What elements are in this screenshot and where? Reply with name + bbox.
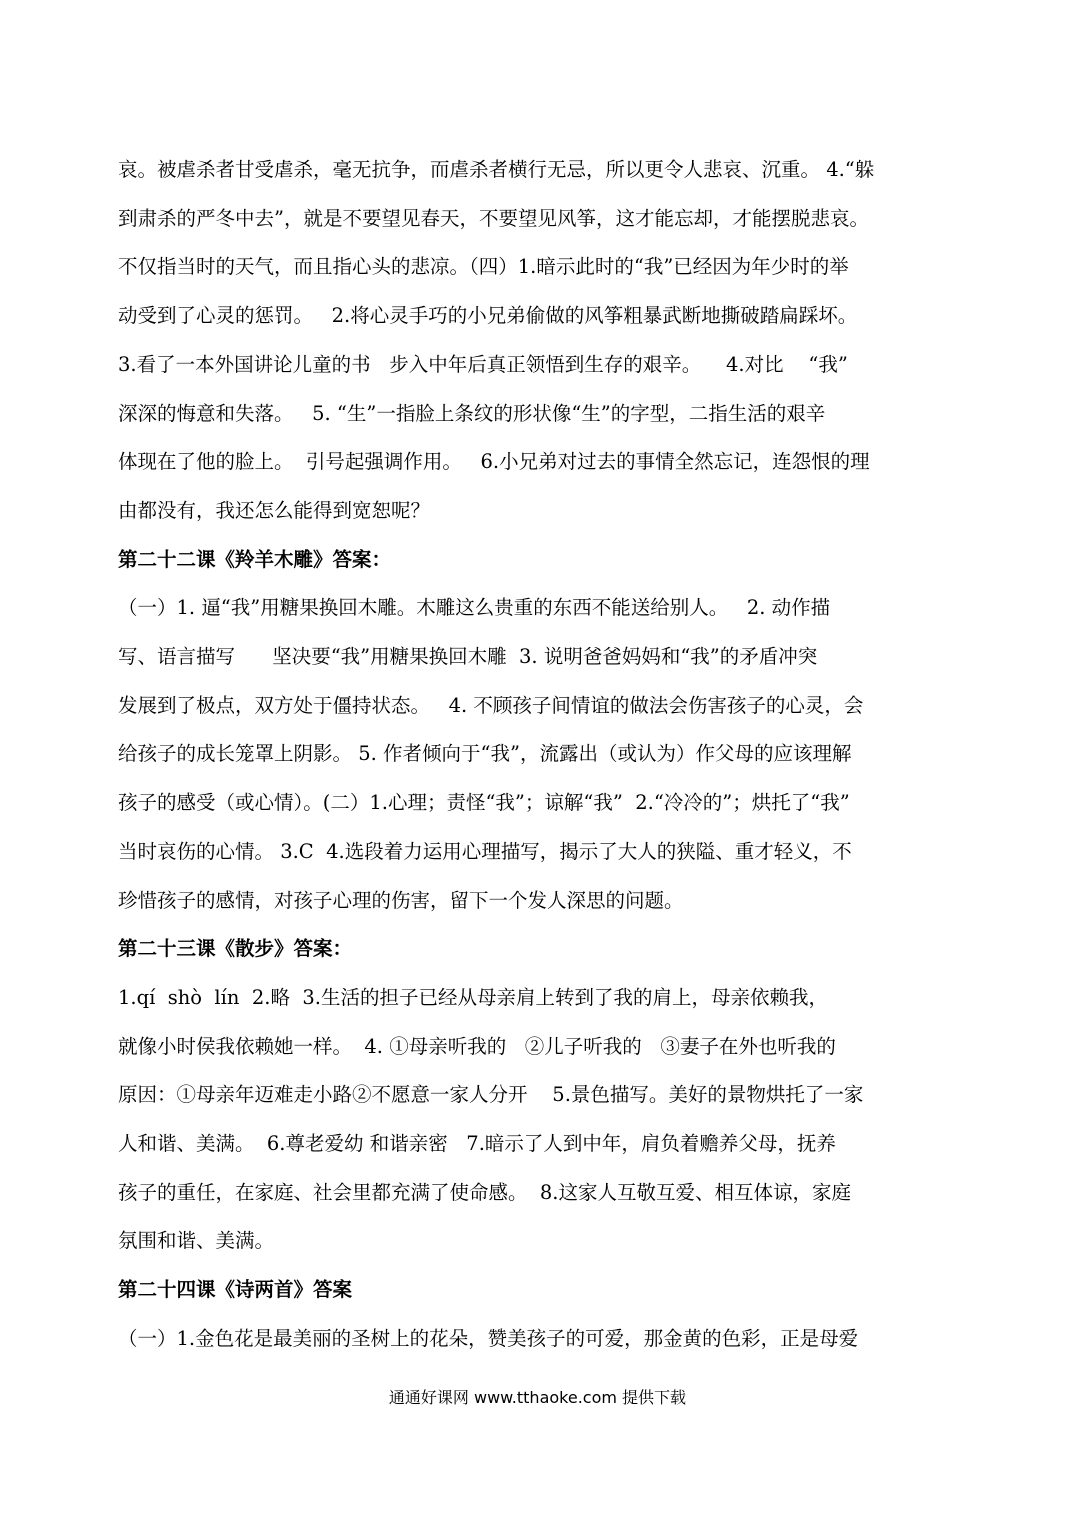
text-line: 珍惜孩子的感情，对孩子心理的伤害，留下一个发人深思的问题。 — [118, 888, 684, 912]
section-heading: 第二十二课《羚羊木雕》答案： — [118, 547, 392, 571]
text-line: 当时哀伤的心情。 3.C 4.选段着力运用心理描写，揭示了大人的狭隘、重才轻义，不 — [118, 839, 852, 863]
text-line: （一）1. 逼“我”用糖果换回木雕。木雕这么贵重的东西不能送给别人。 2. 动作描 — [118, 596, 831, 620]
text-line: 体现在了他的脸上。 引号起强调作用。 6.小兄弟对过去的事情全然忘记，连怨恨的理 — [118, 450, 870, 474]
text-line: （一）1.金色花是最美丽的圣树上的花朵，赞美孩子的可爱，那金黄的色彩，正是母爱 — [118, 1326, 859, 1350]
text-line: 氛围和谐、美满。 — [118, 1229, 275, 1253]
page-footer: 通通好课网 www.tthaoke.com 提供下载 — [388, 1388, 687, 1407]
text-line: 孩子的重任，在家庭、社会里都充满了使命感。 8.这家人互敬互爱、相互体谅，家庭 — [118, 1180, 852, 1204]
text-line: 发展到了极点，双方处于僵持状态。 4. 不顾孩子间情谊的做法会伤害孩子的心灵，会 — [118, 693, 864, 717]
text-line: 深深的悔意和失落。 5. “生”一指脸上条纹的形状像“生”的字型，二指生活的艰辛 — [118, 401, 826, 425]
text-line: 由都没有，我还怎么能得到宽恕呢？ — [118, 498, 431, 522]
text-line: 写、语言描写 坚决要“我”用糖果换回木雕 3. 说明爸爸妈妈和“我”的矛盾冲突 — [118, 645, 818, 668]
text-line: 人和谐、美满。 6.尊老爱幼 和谐亲密 7.暗示了人到中年，肩负着赡养父母，抚养 — [118, 1132, 836, 1155]
text-line: 孩子的感受（或心情）。(二）1.心理；责怪“我”；谅解“我” 2.“冷冷的”；烘托了“我” — [118, 791, 850, 815]
text-line: 不仅指当时的天气，而且指心头的悲凉。（四）1.暗示此时的“我”已经因为年少时的举 — [118, 255, 849, 279]
text-line: 1.qí shò lín 2.略 3.生活的担子已经从母亲肩上转到了我的肩上，母亲依赖我， — [118, 985, 828, 1009]
section-heading: 第二十三课《散步》答案： — [118, 937, 353, 961]
text-line: 就像小时侯我依赖她一样。 4. ①母亲听我的 ②儿子听我的 ③妻子在外也听我的 — [118, 1034, 836, 1058]
text-line: 给孩子的成长笼罩上阴影。 5. 作者倾向于“我”，流露出（或认为）作父母的应该理解 — [118, 742, 852, 766]
text-line: 到肃杀的严冬中去”，就是不要望见春天，不要望见风筝，这才能忘却，才能摆脱悲哀。 — [118, 206, 869, 230]
text-line: 原因：①母亲年迈难走小路②不愿意一家人分开 5.景色描写。美好的景物烘托了一家 — [118, 1083, 864, 1107]
text-line: 哀。被虐杀者甘受虐杀，毫无抗争，而虐杀者横行无忌，所以更令人悲哀、沉重。 4.“躲 — [118, 158, 875, 181]
text-line: 3.看了一本外国讲论儿童的书 步入中年后真正领悟到生存的艰辛。 4.对比 “我” — [118, 352, 848, 376]
text-line: 动受到了心灵的惩罚。 2.将心灵手巧的小兄弟偷做的风筝粗暴武断地撕破踏扁踩坏。 — [118, 304, 858, 328]
section-heading: 第二十四课《诗两首》答案 — [118, 1278, 353, 1302]
